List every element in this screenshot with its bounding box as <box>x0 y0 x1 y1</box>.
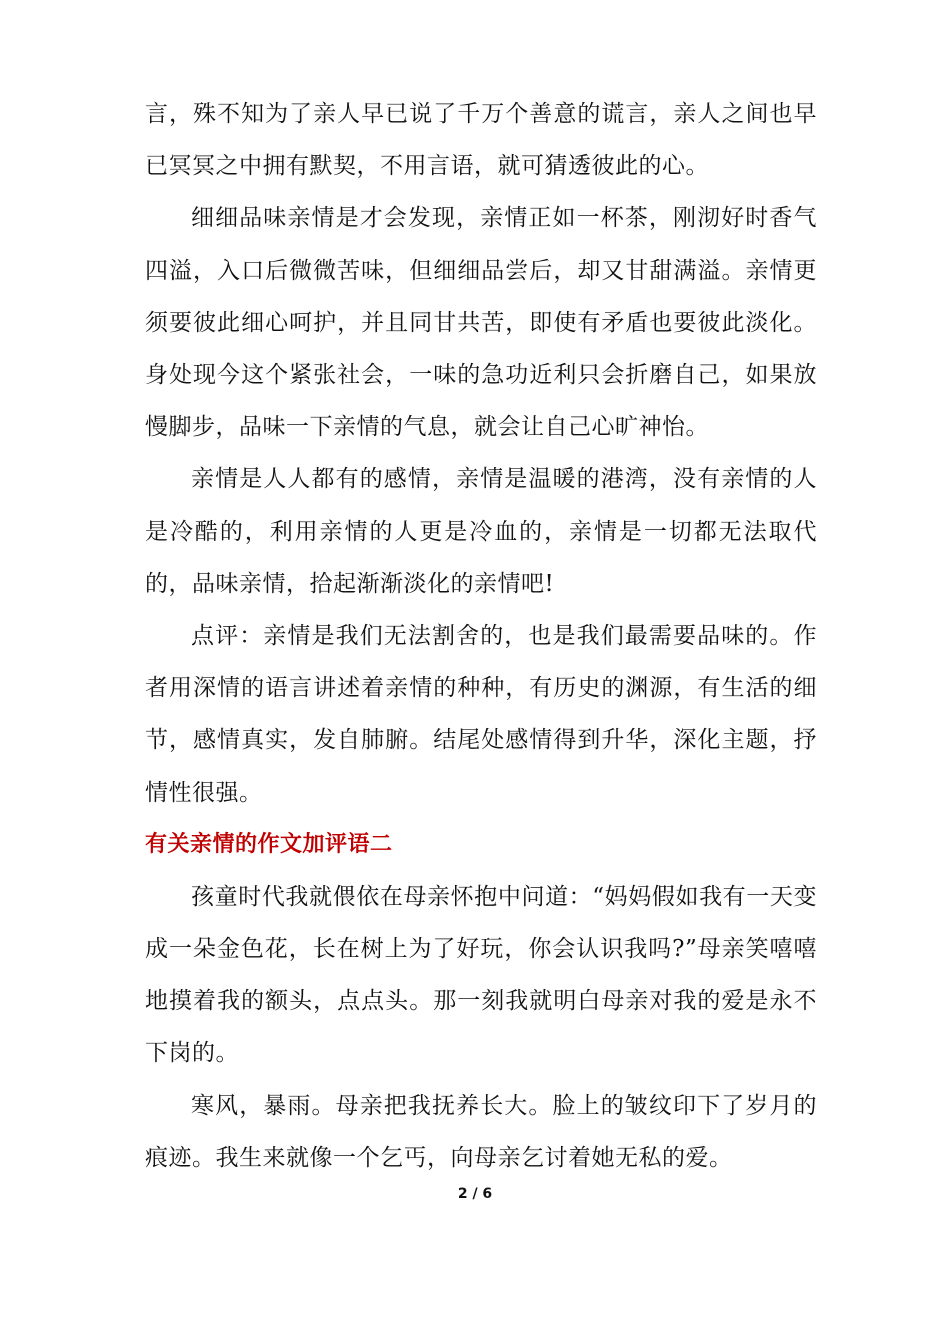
paragraph-wind-rain: 寒风，暴雨。母亲把我抚养长大。脸上的皱纹印下了岁月的痕迹。我生来就像一个乞丐，向母亲乞讨着她无私的爱。 <box>145 1092 817 1171</box>
paragraph-tea-metaphor: 细细品味亲情是才会发现，亲情正如一杯茶，刚沏好时香气四溢，入口后微微苦味，但细细品尝后，却又甘甜满溢。亲情更须要彼此细心呵护，并且同甘共苦，即使有矛盾也要彼此淡化。身处现今这个紧张社会，一味的急功近利只会折磨自己，如果放慢脚步，品味一下亲情的气息，就会让自己心旷神怡。 <box>145 205 817 441</box>
document-body <box>145 88 817 1184</box>
paragraph-commentary: 点评：亲情是我们无法割舍的，也是我们最需要品味的。作者用深情的语言讲述着亲情的种种，有历史的渊源，有生活的细节，感情真实，发自肺腑。结尾处感情得到升华，深化主题，抒情性很强。 <box>145 623 817 806</box>
paragraph-continuation: 言，殊不知为了亲人早已说了千万个善意的谎言，亲人之间也早已冥冥之中拥有默契，不用言语，就可猜透彼此的心。 <box>145 101 817 180</box>
page-number: 2 / 6 <box>457 1186 493 1202</box>
paragraph-warm-harbor: 亲情是人人都有的感情，亲情是温暖的港湾，没有亲情的人是冷酷的，利用亲情的人更是冷血的，亲情是一切都无法取代的，品味亲情，拾起渐渐淡化的亲情吧! <box>145 466 817 597</box>
section-heading: 有关亲情的作文加评语二 <box>145 831 393 857</box>
paragraph-childhood: 孩童时代我就偎依在母亲怀抱中问道：“妈妈假如我有一天变成一朵金色花，长在树上为了好玩，你会认识我吗?”母亲笑嘻嘻地摸着我的额头，点点头。那一刻我就明白母亲对我的爱是永不下岗的。 <box>145 883 817 1067</box>
